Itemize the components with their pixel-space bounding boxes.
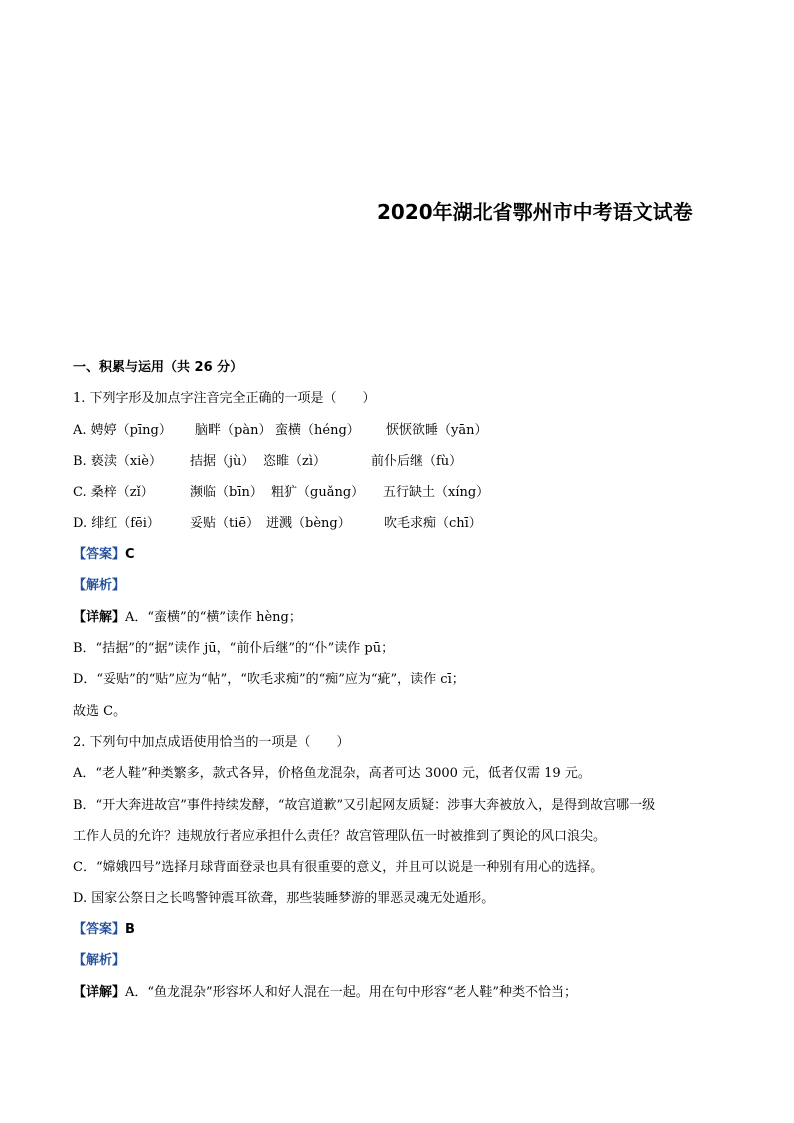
question-1-detail-3: D．“妥贴”的“贴”应为“帖”，“吹毛求痴”的“痴”应为“疵”，读作 cī； (73, 672, 465, 687)
option-b-item-2: 拮据（jù） (190, 454, 255, 469)
question-2-option-c: C．“嫦娥四号”选择月球背面登录也具有很重要的意义，并且可以说是一种别有用心的选择。 (73, 860, 604, 875)
option-d-item-1: D. 绯红（fēi） (73, 516, 160, 531)
option-d-item-2: 妥贴（tiē） (190, 516, 260, 531)
analysis-tag: 【解析】 (73, 578, 126, 593)
option-a-item-1: A. 娉婷（pīng） (73, 423, 172, 438)
answer-value: C (125, 547, 135, 562)
answer-value: B (125, 922, 135, 937)
question-2-stem: 2. 下列句中加点成语使用恰当的一项是（ ） (73, 735, 350, 750)
section-heading: 一、积累与运用（共 26 分） (73, 360, 244, 375)
detail-tag: 【详解】 (73, 985, 126, 1000)
question-2-option-b-line-1: B．“开大奔进故宫”事件持续发酵，“故宫道歉”又引起网友质疑：涉事大奔被放入，是得到故宫哪一级 (73, 798, 656, 813)
question-2-option-d: D. 国家公祭日之长鸣警钟震耳欲聋，那些装睡梦游的罪恶灵魂无处遁形。 (73, 891, 495, 906)
detail-tag: 【详解】 (73, 610, 126, 625)
question-1-stem: 1. 下列字形及加点字注音完全正确的一项是（ ） (73, 391, 376, 406)
analysis-tag: 【解析】 (73, 953, 126, 968)
question-1-option-d (73, 516, 733, 532)
option-a-item-3: 蛮横（héng） (275, 423, 360, 438)
question-1-option-c (73, 485, 733, 501)
question-1-detail-1 (73, 610, 302, 626)
detail-text: A．“鱼龙混杂”形容坏人和好人混在一起。用在句中形容“老人鞋”种类不恰当； (125, 985, 577, 1000)
option-c-item-2: 濒临（bīn） (190, 485, 263, 500)
question-1-option-b (73, 454, 733, 470)
option-c-item-3: 粗犷（guǎng） (271, 485, 365, 500)
option-d-item-4: 吹毛求痴（chī） (384, 516, 482, 531)
question-2-option-b-line-2: 工作人员的允许？违规放行者应承担什么责任？故宫管理队伍一时被推到了舆论的风口浪尖。 (73, 829, 607, 844)
question-2-detail-1 (73, 985, 577, 1001)
option-c-item-4: 五行缺土（xíng） (383, 485, 490, 500)
question-1-detail-2: B．“拮据”的“据”读作 jū，“前仆后继”的“仆”读作 pū； (73, 641, 395, 656)
question-1-option-a (73, 423, 733, 439)
option-d-item-3: 迸溅（bèng） (266, 516, 351, 531)
option-b-item-4: 前仆后继（fù） (371, 454, 463, 469)
option-c-item-1: C. 桑梓（zǐ） (73, 485, 154, 500)
page-title: 2020年湖北省鄂州市中考语文试卷 (377, 200, 693, 224)
question-2-option-a: A．“老人鞋”种类繁多，款式各异，价格鱼龙混杂，高者可达 3000 元，低者仅需 19 元。 (73, 766, 591, 781)
question-1-conclusion: 故选 C。 (73, 704, 127, 719)
question-2-analysis-heading (73, 953, 125, 969)
detail-text: A．“蛮横”的“横”读作 hèng； (125, 610, 302, 625)
answer-tag: 【答案】 (73, 547, 126, 562)
question-2-answer (73, 922, 135, 938)
option-b-item-1: B. 亵渎（xiè） (73, 454, 163, 469)
option-a-item-4: 恹恹欲睡（yān） (386, 423, 488, 438)
option-b-item-3: 恣睢（zì） (263, 454, 327, 469)
answer-tag: 【答案】 (73, 922, 126, 937)
question-1-analysis-heading (73, 578, 125, 594)
option-a-item-2: 脑畔（pàn） (195, 423, 272, 438)
question-1-answer (73, 547, 135, 563)
